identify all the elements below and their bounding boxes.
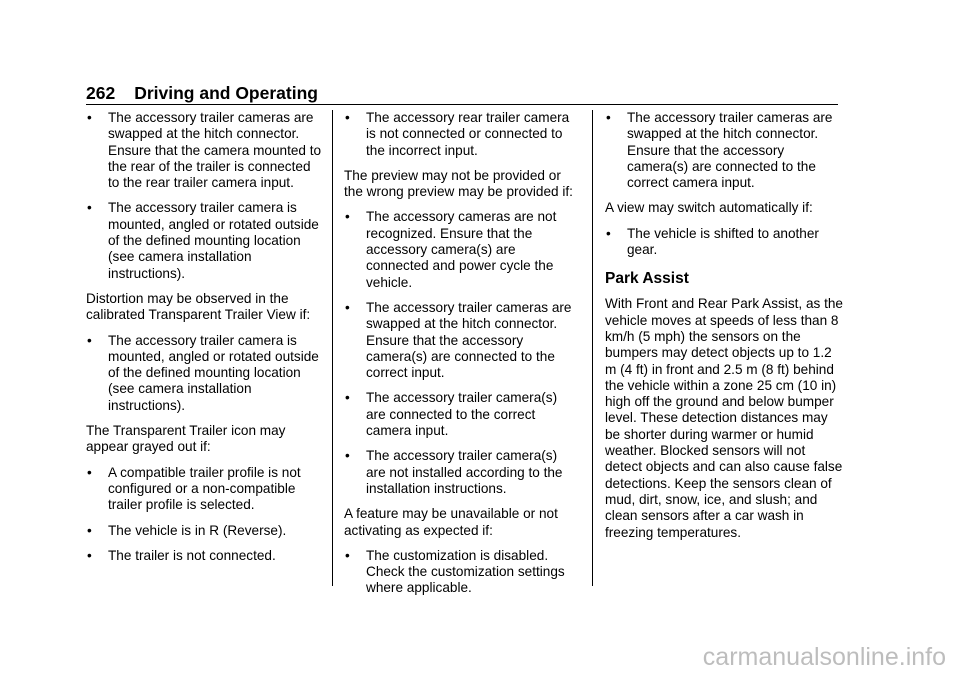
page-number: 262 — [86, 83, 116, 103]
paragraph: A feature may be unavailable or not activating as expected if: — [344, 506, 558, 538]
bullet-text: The accessory trailer camera is mounted, angled or rotated outside of the defined mounting location (see camera installation instructions). — [108, 200, 319, 281]
bullet-text: The accessory trailer camera(s) are not installed according to the installation instructions. — [366, 448, 563, 496]
page-header — [86, 83, 318, 104]
bullet-item — [344, 548, 580, 597]
paragraph: The preview may not be provided or the wrong preview may be provided if: — [344, 167, 573, 200]
bullet-icon: • — [345, 390, 350, 406]
bullet-item — [344, 300, 580, 381]
watermark: carmanualsonline.info — [702, 643, 946, 671]
bullet-text: The accessory rear trailer camera is not connected or connected to the incorrect input. — [366, 110, 570, 158]
text-column-3 — [605, 110, 843, 550]
bullet-item — [86, 110, 322, 191]
bullet-icon: • — [87, 522, 92, 538]
column-divider — [592, 110, 593, 586]
bullet-icon: • — [345, 547, 350, 563]
bullet-item — [344, 209, 580, 290]
bullet-item — [86, 523, 322, 539]
bullet-item — [86, 200, 322, 281]
bullet-text: The accessory trailer camera is mounted, angled or rotated outside of the defined mounting location (see camera installation instructions). — [108, 332, 319, 413]
paragraph: A view may switch automatically if: — [605, 200, 813, 216]
bullet-icon: • — [345, 448, 350, 464]
bullet-icon: • — [87, 547, 92, 563]
paragraph: Distortion may be observed in the calibrated Transparent Trailer View if: — [86, 290, 311, 323]
bullet-text: The accessory trailer cameras are swapped at the hitch connector. Ensure that the accessory camera(s) are connected to the correct input. — [366, 299, 572, 381]
bullet-icon: • — [345, 110, 350, 125]
text-column-2 — [344, 110, 580, 606]
bullet-text: The customization is disabled. Check the customization settings where applicable. — [366, 547, 565, 596]
bullet-icon: • — [345, 209, 350, 225]
bullet-icon: • — [87, 200, 92, 216]
bullet-text: The trailer is not connected. — [108, 547, 276, 563]
park-assist-heading: Park Assist — [605, 270, 689, 288]
bullet-icon: • — [606, 110, 611, 125]
bullet-icon: • — [606, 225, 611, 241]
bullet-text: The accessory trailer cameras are swapped at the hitch connector. Ensure that the accessory camera(s) are connected to the correct camera input. — [627, 110, 833, 191]
bullet-item — [605, 226, 843, 259]
bullet-text: The accessory trailer camera(s) are connected to the correct camera input. — [366, 390, 558, 439]
section-title: Driving and Operating — [134, 83, 318, 103]
bullet-icon: • — [345, 299, 350, 315]
bullet-icon: • — [87, 110, 92, 125]
bullet-text: The vehicle is in R (Reverse). — [108, 522, 287, 538]
bullet-text: A compatible trailer profile is not configured or a non-compatible trailer profile is selected. — [108, 464, 301, 513]
bullet-icon: • — [87, 464, 92, 480]
header-divider — [86, 104, 838, 105]
bullet-item — [86, 548, 322, 564]
bullet-text: The accessory trailer cameras are swapped at the hitch connector. Ensure that the camera mounted to the rear of the trailer is connected to the rear trailer camera input. — [108, 110, 322, 191]
bullet-item — [344, 390, 580, 439]
bullet-text: The accessory cameras are not recognized. Ensure that the accessory camera(s) are connected and power cycle the vehicle. — [366, 209, 557, 290]
paragraph: With Front and Rear Park Assist, as the vehicle moves at speeds of less than 8 km/h (5 mph) the sensors on the bumpers may detect objects up to 1.2 m (4 ft) in front and 2.5 m (8 ft) behind the vehicle within a zone 25 cm (10 in) high off the ground and below bumper level. These detection distances may be shorter during warmer or humid weather. Blocked sensors will not detect objects and can also cause false detections. Keep the sensors clean of mud, dirt, snow, ice, and slush; and clean sensors after a car wash in freezing temperatures. — [605, 296, 843, 540]
bullet-icon: • — [87, 332, 92, 348]
bullet-item — [344, 448, 580, 497]
paragraph: The Transparent Trailer icon may appear grayed out if: — [86, 423, 286, 455]
bullet-item — [344, 110, 580, 159]
bullet-text: The vehicle is shifted to another gear. — [627, 225, 819, 258]
column-divider — [332, 110, 333, 586]
bullet-item — [605, 110, 843, 191]
bullet-item — [86, 333, 322, 414]
text-column-1 — [86, 110, 322, 573]
bullet-item — [86, 465, 322, 514]
